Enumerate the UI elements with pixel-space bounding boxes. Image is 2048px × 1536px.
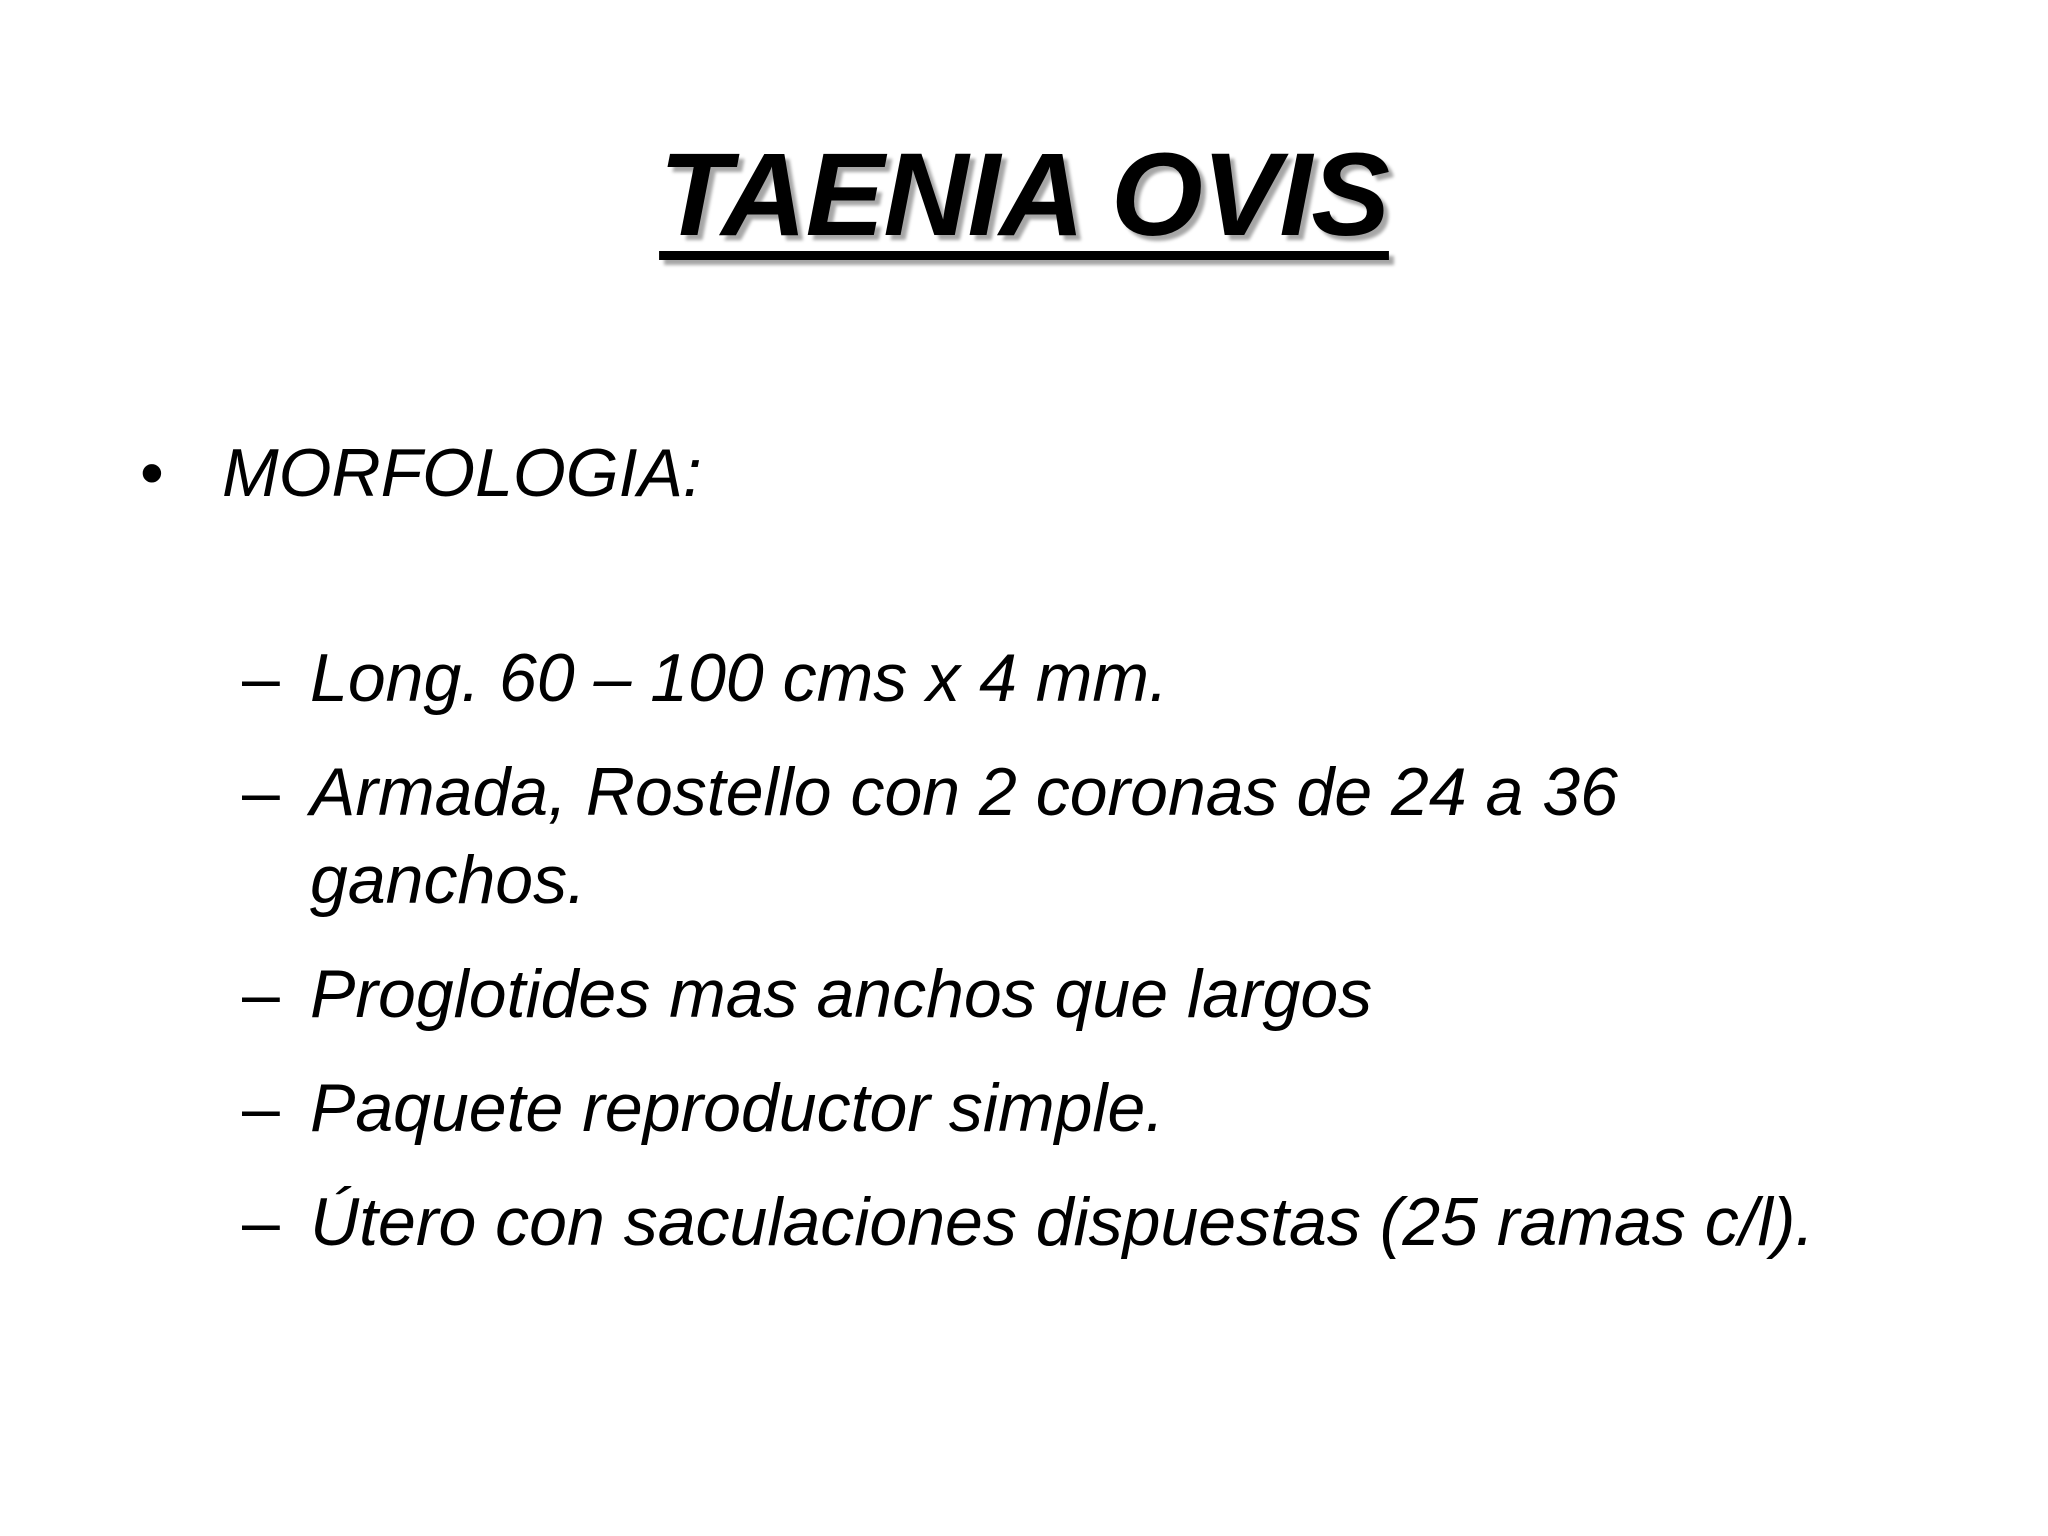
sub-bullet-text: Útero con saculaciones dispuestas (25 ramas c/l).: [310, 1184, 1815, 1260]
sub-bullet-list: [140, 634, 1980, 1266]
sub-bullet-text: Armada, Rostello con 2 coronas de 24 a 36 ganchos.: [310, 754, 1618, 918]
dash-icon: –: [242, 754, 280, 830]
sub-bullet-item: [140, 748, 1890, 924]
sub-bullet-item: [140, 1064, 1890, 1152]
bullet-icon: •: [140, 435, 164, 511]
sub-bullet-item: [140, 634, 1890, 722]
sub-bullet-text: Long. 60 – 100 cms x 4 mm.: [310, 640, 1168, 716]
sub-bullet-item: [140, 1178, 1890, 1266]
sub-bullet-text: Proglotides mas anchos que largos: [310, 956, 1373, 1032]
section-heading: MORFOLOGIA:: [222, 435, 702, 511]
slide-title: TAENIA OVIS: [659, 129, 1389, 261]
sub-bullet-item: [140, 950, 1890, 1038]
dash-icon: –: [242, 956, 280, 1032]
slide-content: [140, 432, 1980, 1292]
bullet-item-morfologia: [140, 432, 1980, 514]
sub-bullet-text: Paquete reproductor simple.: [310, 1070, 1165, 1146]
dash-icon: –: [242, 640, 280, 716]
dash-icon: –: [242, 1070, 280, 1146]
dash-icon: –: [242, 1184, 280, 1260]
